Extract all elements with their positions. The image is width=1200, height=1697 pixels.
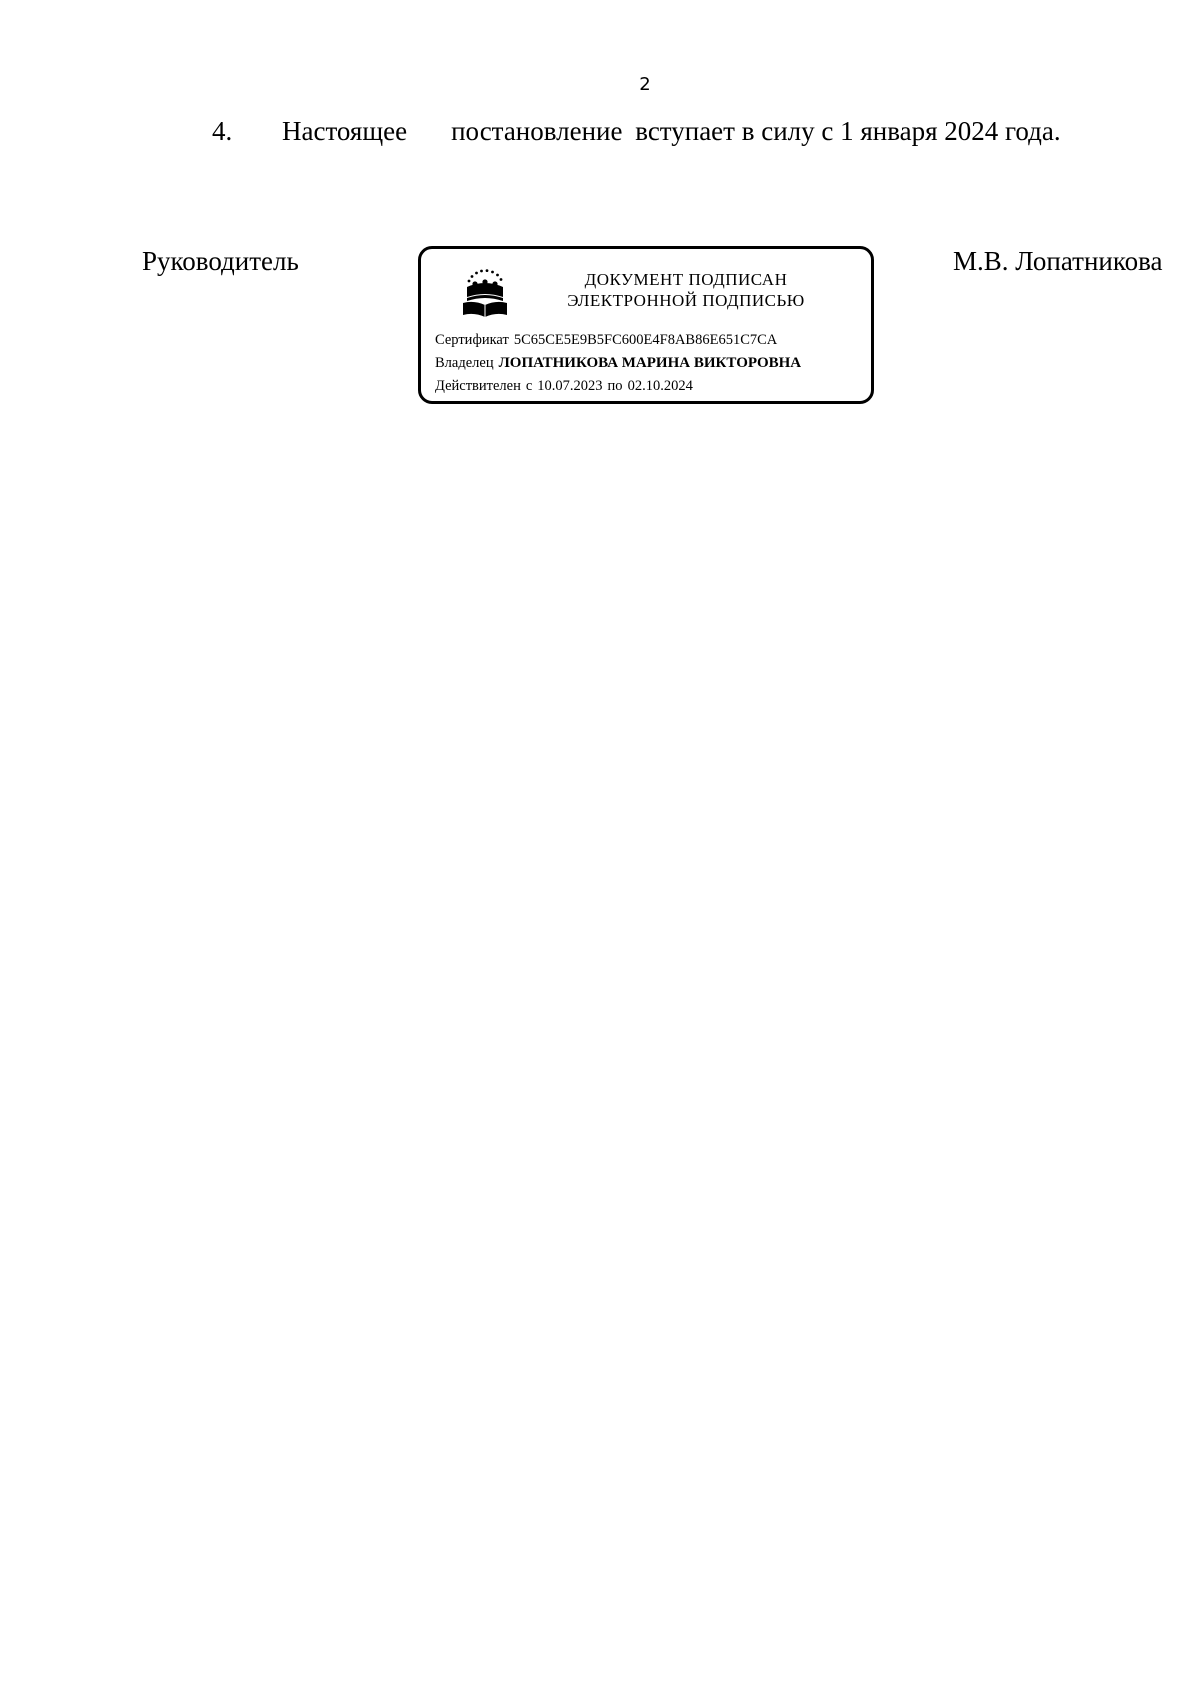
- certificate-line: [435, 329, 801, 352]
- signer-name: М.В. Лопатникова: [953, 246, 1163, 276]
- valid-to-prefix: по: [607, 378, 623, 394]
- certificate-value: 5C65CE5E9B5FC600E4F8AB86E651C7CA: [513, 332, 778, 348]
- clause-word-1: Настоящее: [282, 116, 408, 146]
- valid-from-prefix: с: [525, 378, 533, 394]
- electronic-signature-stamp: [418, 246, 874, 404]
- valid-from: 10.07.2023: [537, 378, 603, 394]
- owner-line: [435, 352, 801, 375]
- stamp-heading-line-1: ДОКУМЕНТ ПОДПИСАН: [584, 270, 788, 289]
- stamp-details: [435, 329, 801, 398]
- page-number: 2: [639, 74, 651, 95]
- stamp-heading-line-2: ЭЛЕКТРОННОЙ ПОДПИСЬЮ: [567, 291, 805, 310]
- owner-label: Владелец: [435, 355, 494, 371]
- coat-of-arms-icon: [459, 267, 511, 319]
- clause-word-2: постановление: [451, 116, 623, 146]
- signer-title: Руководитель: [142, 246, 299, 276]
- stamp-heading: [531, 269, 841, 311]
- valid-label: Действителен: [435, 378, 521, 394]
- owner-value: ЛОПАТНИКОВА МАРИНА ВИКТОРОВНА: [498, 355, 802, 371]
- clause-text: вступает в силу с 1 января 2024 года.: [635, 116, 1061, 146]
- validity-line: [435, 375, 801, 398]
- clause-4: [212, 116, 1061, 147]
- clause-number: 4.: [212, 116, 233, 146]
- valid-to: 02.10.2024: [627, 378, 693, 394]
- certificate-label: Сертификат: [435, 332, 509, 348]
